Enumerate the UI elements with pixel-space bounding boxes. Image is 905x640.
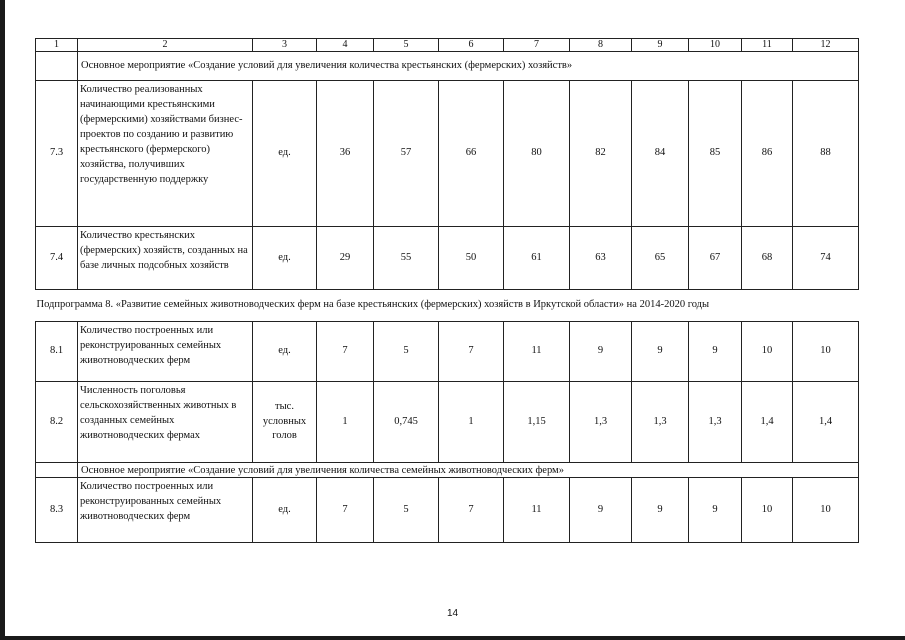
indicator-description-cell: Количество построенных или реконструированных семейных животноводческих ферм <box>78 322 253 382</box>
indicator-description-cell: Количество крестьянских (фермерских) хозяйств, созданных на базе личных подсобных хозяйств <box>78 227 253 290</box>
column-number-cell: 10 <box>689 39 742 52</box>
row-number-cell: 8.1 <box>36 322 78 382</box>
value-cell: 10 <box>793 322 859 382</box>
value-cell: 63 <box>570 227 632 290</box>
table-row <box>36 478 859 543</box>
column-number-cell: 5 <box>374 39 439 52</box>
value-cell: 65 <box>632 227 689 290</box>
unit-cell: тыс. условных голов <box>253 382 317 463</box>
value-cell: 9 <box>689 478 742 543</box>
value-cell: 88 <box>793 81 859 227</box>
value-cell: 55 <box>374 227 439 290</box>
section-title: Основное мероприятие «Создание условий для увеличения количества крестьянских (фермерских) хозяйств» <box>78 52 859 81</box>
value-cell: 66 <box>439 81 504 227</box>
unit-cell: ед. <box>253 81 317 227</box>
value-cell: 1,3 <box>689 382 742 463</box>
column-number-cell: 1 <box>36 39 78 52</box>
scan-edge-left <box>0 0 5 640</box>
scan-edge-bottom <box>0 636 905 640</box>
value-cell: 10 <box>742 322 793 382</box>
value-cell: 1,15 <box>504 382 570 463</box>
value-cell: 84 <box>632 81 689 227</box>
row-number-cell: 7.3 <box>36 81 78 227</box>
unit-cell: ед. <box>253 478 317 543</box>
column-number-cell: 9 <box>632 39 689 52</box>
value-cell: 68 <box>742 227 793 290</box>
indicator-description-cell: Количество построенных или реконструированных семейных животноводческих ферм <box>78 478 253 543</box>
value-cell: 82 <box>570 81 632 227</box>
value-cell: 1,3 <box>632 382 689 463</box>
value-cell: 50 <box>439 227 504 290</box>
column-number-cell: 12 <box>793 39 859 52</box>
table-row <box>36 322 859 382</box>
value-cell: 9 <box>570 322 632 382</box>
value-cell: 74 <box>793 227 859 290</box>
column-number-cell: 11 <box>742 39 793 52</box>
value-cell: 10 <box>742 478 793 543</box>
value-cell: 1 <box>317 382 374 463</box>
value-cell: 7 <box>439 478 504 543</box>
value-cell: 11 <box>504 322 570 382</box>
column-number-cell: 4 <box>317 39 374 52</box>
value-cell: 85 <box>689 81 742 227</box>
subprogram-title: Подпрограмма 8. «Развитие семейных животноводческих ферм на базе крестьянских (фермерских) хозяйств в Иркутской области» на 2014-2020 годы <box>36 290 859 322</box>
subprogram-row <box>36 290 859 322</box>
value-cell: 1 <box>439 382 504 463</box>
value-cell: 7 <box>317 478 374 543</box>
section-row-farms <box>36 52 859 81</box>
row-number-cell: 8.3 <box>36 478 78 543</box>
value-cell: 9 <box>632 478 689 543</box>
value-cell: 7 <box>317 322 374 382</box>
section-title: Основное мероприятие «Создание условий для увеличения количества семейных животноводческих ферм» <box>78 463 859 478</box>
value-cell: 29 <box>317 227 374 290</box>
value-cell: 1,3 <box>570 382 632 463</box>
indicator-description-cell: Численность поголовья сельскохозяйственных животных в созданных семейных животноводческих фермах <box>78 382 253 463</box>
table-row <box>36 81 859 227</box>
value-cell: 5 <box>374 322 439 382</box>
column-number-cell: 6 <box>439 39 504 52</box>
unit-cell: ед. <box>253 322 317 382</box>
value-cell: 80 <box>504 81 570 227</box>
value-cell: 67 <box>689 227 742 290</box>
value-cell: 9 <box>632 322 689 382</box>
row-number-cell: 7.4 <box>36 227 78 290</box>
unit-cell: ед. <box>253 227 317 290</box>
indicators-table <box>35 38 859 543</box>
value-cell: 5 <box>374 478 439 543</box>
page-number: 14 <box>446 608 459 619</box>
value-cell: 9 <box>689 322 742 382</box>
column-number-cell: 7 <box>504 39 570 52</box>
indicator-description-cell: Количество реализованных начинающими крестьянскими (фермерскими) хозяйствами бизнес-проектов по созданию и развитию крестьянского (фермерского) хозяйства, получивших государственную поддержку <box>78 81 253 227</box>
value-cell: 11 <box>504 478 570 543</box>
value-cell: 9 <box>570 478 632 543</box>
column-number-cell: 3 <box>253 39 317 52</box>
value-cell: 36 <box>317 81 374 227</box>
column-number-cell: 2 <box>78 39 253 52</box>
value-cell: 86 <box>742 81 793 227</box>
value-cell: 57 <box>374 81 439 227</box>
table-row <box>36 227 859 290</box>
value-cell: 1,4 <box>793 382 859 463</box>
table-row <box>36 382 859 463</box>
value-cell: 0,745 <box>374 382 439 463</box>
column-number-cell: 8 <box>570 39 632 52</box>
value-cell: 10 <box>793 478 859 543</box>
section-row-family-farms <box>36 463 859 478</box>
row-number-cell: 8.2 <box>36 382 78 463</box>
value-cell: 1,4 <box>742 382 793 463</box>
value-cell: 61 <box>504 227 570 290</box>
value-cell: 7 <box>439 322 504 382</box>
column-number-row <box>36 39 859 52</box>
